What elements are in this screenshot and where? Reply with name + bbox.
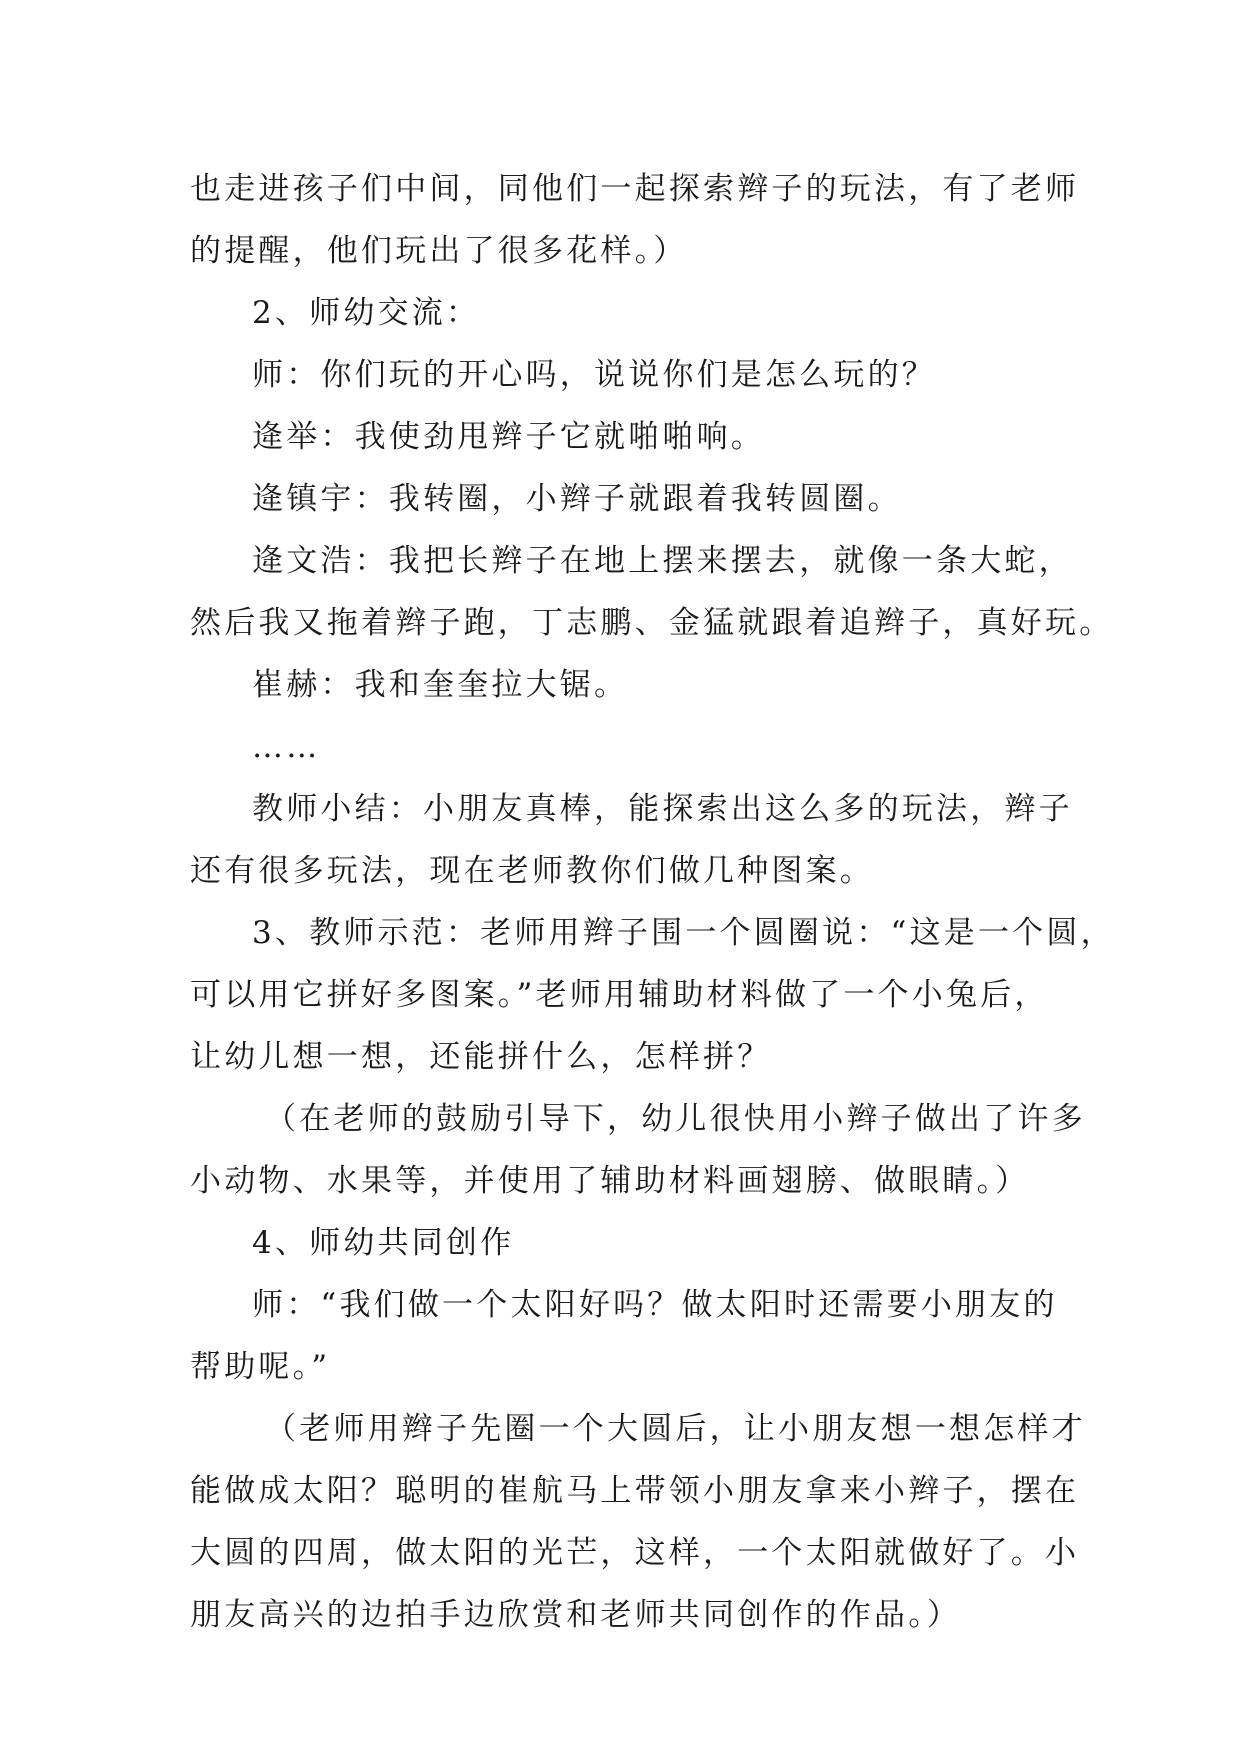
dialogue-line: 帮助呢。”	[190, 1349, 331, 1385]
dialogue-line: 逄举：我使劲甩辫子它就啪啪响。	[252, 419, 765, 455]
paragraph-line: 教师小结：小朋友真棒，能探索出这么多的玩法，辫子	[252, 791, 1073, 827]
section-heading: 2、师幼交流：	[252, 295, 481, 331]
paragraph-line: 让幼儿想一想，还能拼什么，怎样拼？	[190, 1039, 772, 1075]
dialogue-line: 崔赫：我和奎奎拉大锯。	[252, 667, 629, 703]
paragraph-line: 还有很多玩法，现在老师教你们做几种图案。	[190, 853, 874, 889]
paragraph-line: 大圆的四周，做太阳的光芒，这样，一个太阳就做好了。小	[190, 1535, 1080, 1571]
ellipsis-line: ……	[252, 729, 321, 765]
paragraph-line: 的提醒，他们玩出了很多花样。）	[190, 233, 688, 269]
dialogue-line: 然后我又拖着辫子跑，丁志鹏、金猛就跟着追辫子，真好玩。	[190, 605, 1114, 641]
paragraph-line: 小动物、水果等，并使用了辅助材料画翅膀、做眼睛。）	[190, 1163, 1030, 1199]
document-body	[190, 158, 1115, 1646]
paragraph-line: 能做成太阳？聪明的崔航马上带领小朋友拿来小辫子，摆在	[190, 1473, 1080, 1509]
dialogue-line: 师：你们玩的开心吗，说说你们是怎么玩的？	[252, 357, 936, 393]
dialogue-line: 师：“我们做一个太阳好吗？做太阳时还需要小朋友的	[252, 1287, 1058, 1323]
paragraph-line: 朋友高兴的边拍手边欣赏和老师共同创作的作品。）	[190, 1597, 962, 1633]
paragraph-line: 也走进孩子们中间，同他们一起探索辫子的玩法，有了老师	[190, 171, 1080, 207]
section-heading: 3、教师示范：老师用辫子围一个圆圈说：“这是一个圆，	[252, 915, 1115, 951]
paragraph-line: （老师用辫子先圈一个大圆后，让小朋友想一想怎样才	[265, 1411, 1086, 1447]
paragraph-line: （在老师的鼓励引导下，幼儿很快用小辫子做出了许多	[265, 1101, 1086, 1137]
dialogue-line: 逄文浩：我把长辫子在地上摆来摆去，就像一条大蛇，	[252, 543, 1073, 579]
paragraph-line: 可以用它拼好多图案。”老师用辅助材料做了一个小兔后，	[190, 977, 1049, 1013]
dialogue-line: 逄镇宇：我转圈，小辫子就跟着我转圆圈。	[252, 481, 902, 517]
section-heading: 4、师幼共同创作	[252, 1225, 515, 1261]
